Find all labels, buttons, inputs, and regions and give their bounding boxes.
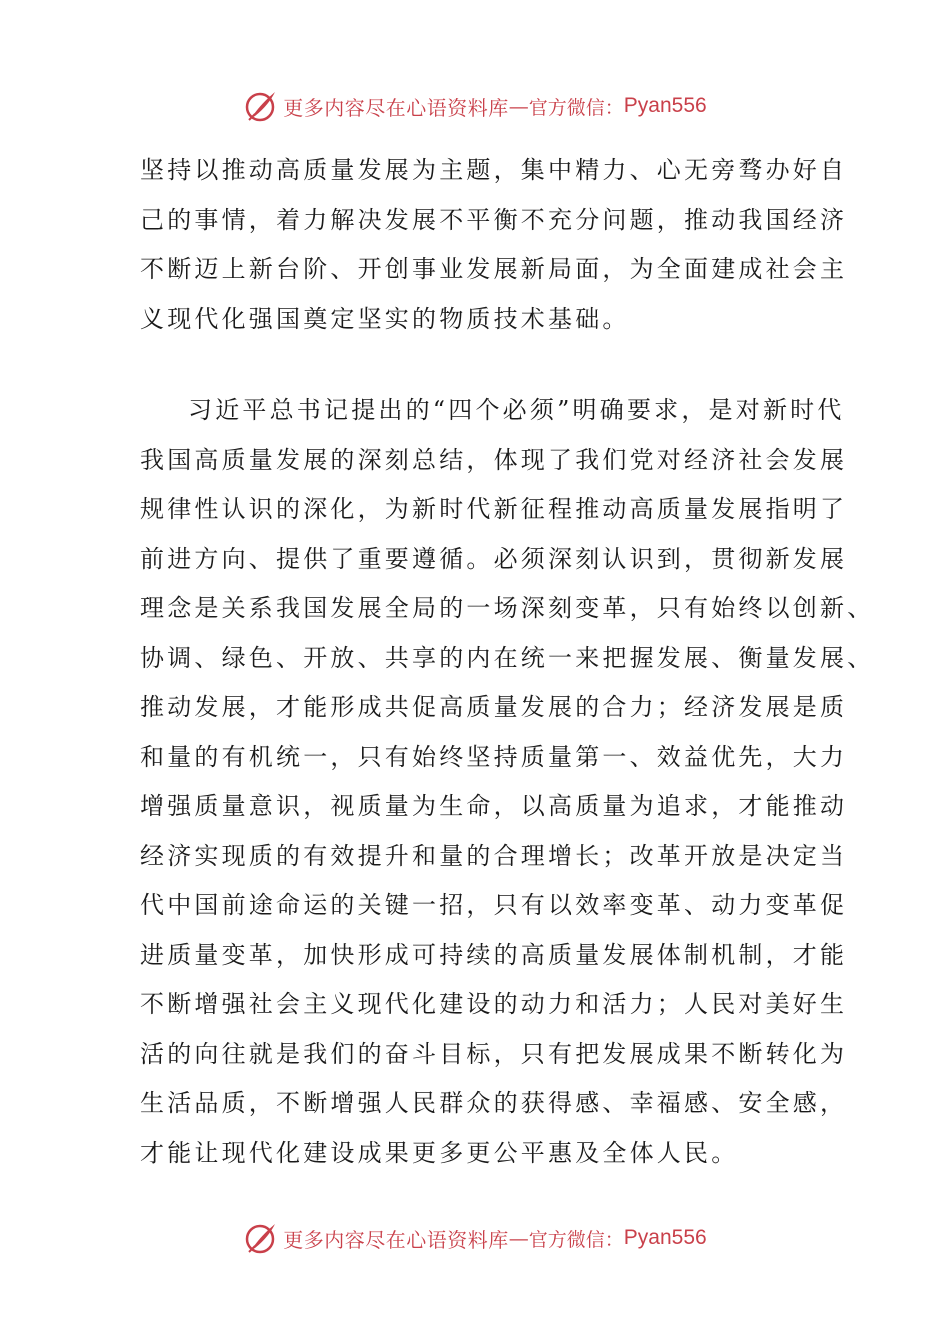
watermark-dash: — [508,1226,529,1250]
text-line: 增强质量意识，视质量为生命，以高质量为追求，才能推动 [140,792,848,820]
watermark-text: 更多内容尽在心语资料库 [283,1227,509,1252]
paragraph-2 [140,386,875,1178]
text-line: 协调、绿色、开放、共享的内在统一来把握发展、衡量发展、 [140,643,875,672]
text-line: 活的向往就是我们的奋斗目标，只有把发展成果不断转化为 [140,1039,848,1068]
text-line: 经济实现质的有效提升和量的合理增长；改革开放是决定当 [140,841,848,870]
text-line: 我国高质量发展的深刻总结，体现了我们党对经济社会发展 [140,445,848,474]
text-line: 才能让现代化建设成果更多更公平惠及全体人民。 [140,1138,739,1167]
text-line: 义现代化强国奠定坚实的物质技术基础。 [140,304,630,333]
watermark-dash: — [508,94,529,118]
watermark-wechat-id: Pyan556 [623,94,707,117]
text-line: 代中国前途命运的关键一招，只有以效率变革、动力变革促 [140,891,848,919]
watermark-wechat-label: 官方微信： [528,1228,624,1251]
watermark-text: 更多内容尽在心语资料库 [283,95,509,120]
text-line: 进质量变革，加快形成可持续的高质量发展体制机制，才能 [140,940,848,969]
paragraph-1 [140,146,848,344]
text-line: 不断迈上新台阶、开创事业发展新局面，为全面建成社会主 [140,255,848,283]
text-line: 生活品质，不断增强人民群众的获得感、幸福感、安全感， [140,1089,848,1117]
text-line: 理念是关系我国发展全局的一场深刻变革，只有始终以创新、 [140,594,875,622]
text-line: 习近平总书记提出的“四个必须”明确要求，是对新时代 [188,396,845,424]
text-line: 规律性认识的深化，为新时代新征程推动高质量发展指明了 [140,495,848,523]
quill-logo-icon [243,88,279,124]
header-watermark [0,86,950,126]
text-line: 推动发展，才能形成共促高质量发展的合力；经济发展是质 [140,693,848,721]
text-line: 和量的有机统一，只有始终坚持质量第一、效益优先，大力 [140,742,848,771]
text-line: 坚持以推动高质量发展为主题，集中精力、心无旁骛办好自 [140,156,848,184]
footer-watermark [0,1218,950,1258]
quill-logo-icon [243,1220,279,1256]
watermark-wechat-label: 官方微信： [528,96,624,119]
paragraph-gap [140,344,840,386]
document-body [140,146,875,1178]
text-line: 不断增强社会主义现代化建设的动力和活力；人民对美好生 [140,990,848,1018]
text-line: 前进方向、提供了重要遵循。必须深刻认识到，贯彻新发展 [140,544,848,573]
text-line: 己的事情，着力解决发展不平衡不充分问题，推动我国经济 [140,205,848,234]
watermark-wechat-id: Pyan556 [623,1226,707,1249]
